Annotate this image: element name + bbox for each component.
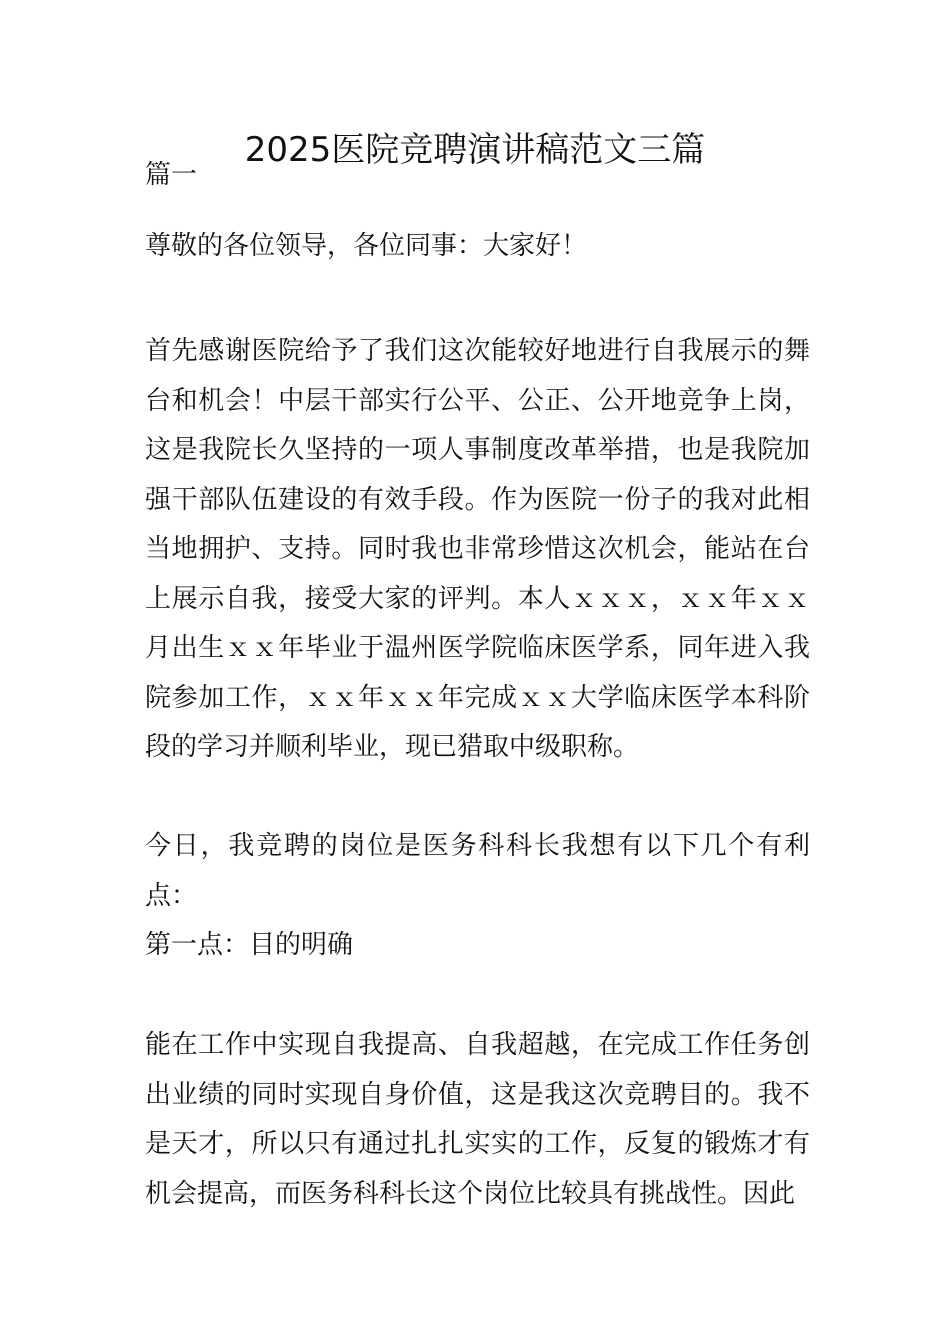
- paragraph-introduction: 首先感谢医院给予了我们这次能较好地进行自我展示的舞台和机会！中层干部实行公平、公正、公开地竞争上岗，这是我院长久坚持的一项人事制度改革举措，也是我院加强干部队伍建设的有效手段。作为医院一份子的我对此相当地拥护、支持。同时我也非常珍惜这次机会，能站在台上展示自我，接受大家的评判。本人ｘｘｘ，ｘｘ年ｘｘ月出生ｘｘ年毕业于温州医学院临床医学系，同年进入我院参加工作，ｘｘ年ｘｘ年完成ｘｘ大学临床医学本科阶段的学习并顺利毕业，现已猎取中级职称。: [145, 336, 810, 762]
- point-heading: 第一点：目的明确: [145, 930, 354, 960]
- section-label: 篇一: [145, 160, 198, 190]
- paragraph-point-one: 能在工作中实现自我提高、自我超越，在完成工作任务创出业绩的同时实现自身价值，这是我这次竞聘目的。我不是天才，所以只有通过扎扎实实的工作，反复的锻炼才有机会提高，而医务科科长这个岗位比较具有挑战性。因此: [145, 1030, 810, 1209]
- salutation: 尊敬的各位领导，各位同事：大家好！: [145, 231, 588, 261]
- paragraph-position: 今日，我竞聘的岗位是医务科科长我想有以下几个有利点：: [145, 831, 810, 911]
- document-title: 2025医院竞聘演讲稿范文三篇: [244, 130, 706, 170]
